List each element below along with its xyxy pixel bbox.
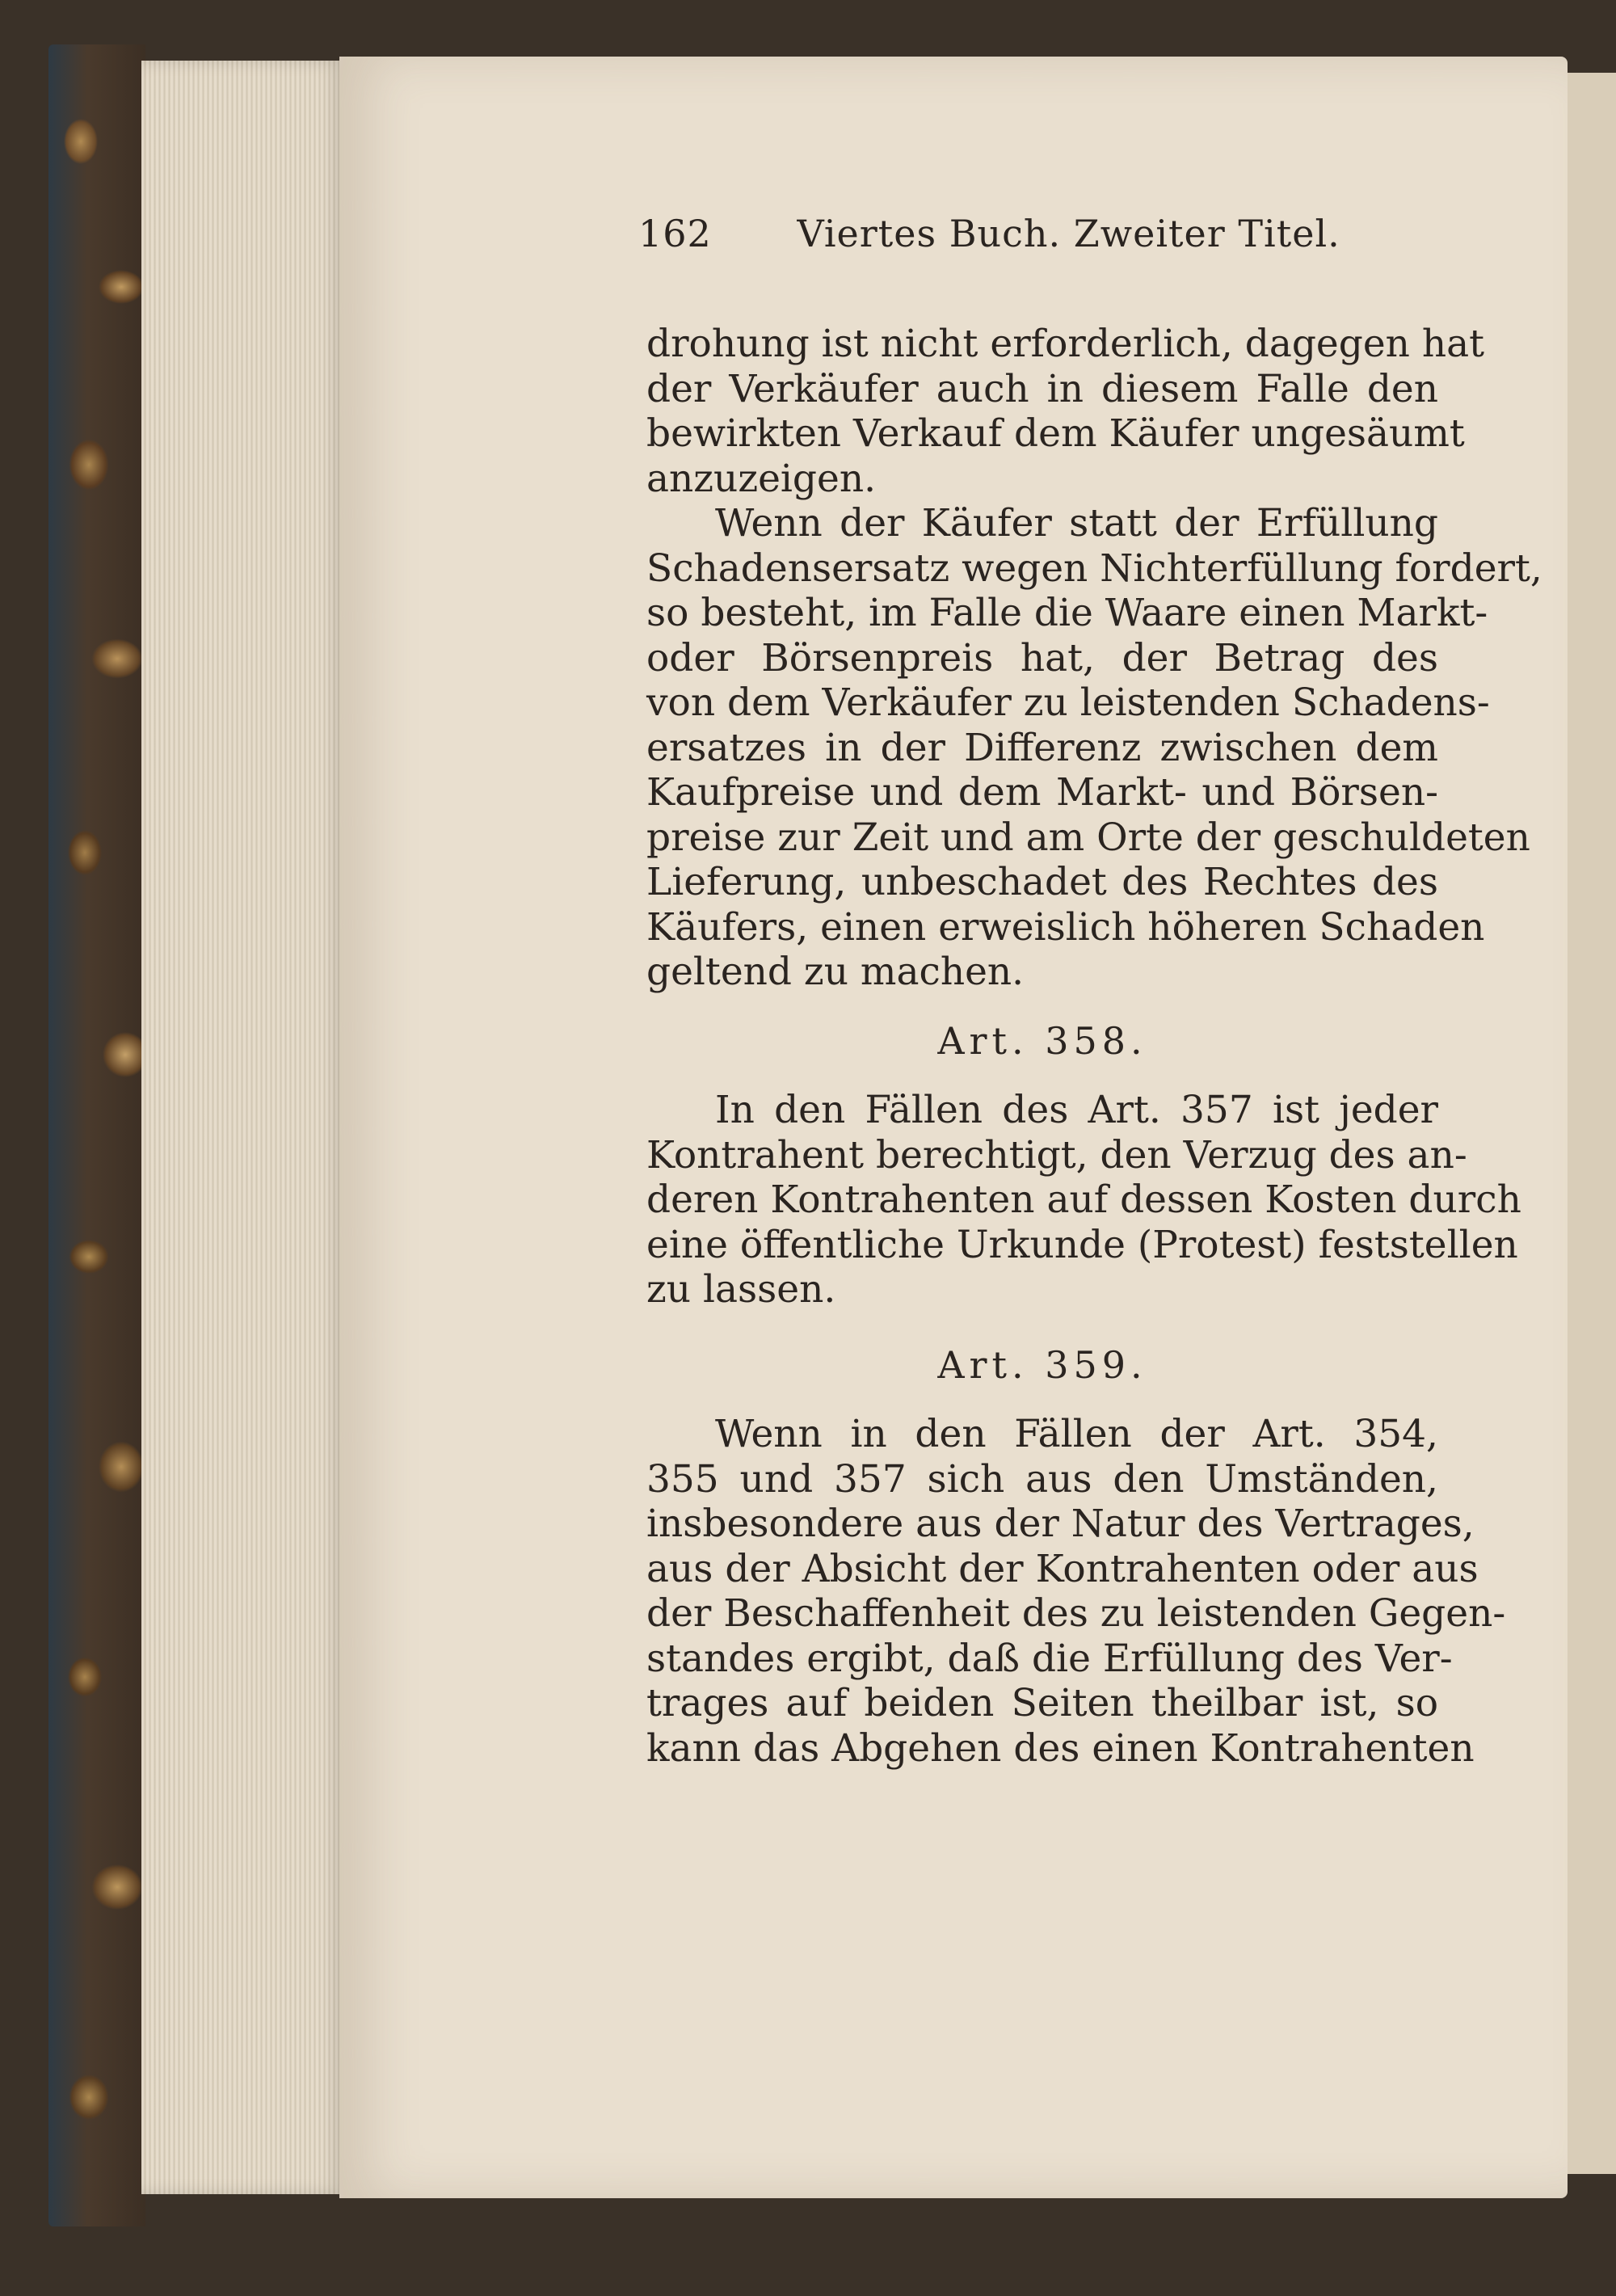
text-line: In den Fällen des Art. 357 ist jeder bbox=[715, 1088, 1438, 1132]
text-line: zu lassen. bbox=[646, 1267, 836, 1312]
text-line: der Verkäufer auch in diesem Falle den bbox=[646, 366, 1438, 411]
text-line: anzuzeigen. bbox=[646, 456, 877, 501]
text-line: standes ergibt, daß die Erfüllung des Ver- bbox=[646, 1636, 1453, 1681]
text-line: aus der Absicht der Kontrahenten oder aus bbox=[646, 1546, 1479, 1591]
text-line: der Beschaffenheit des zu leistenden Gegen- bbox=[646, 1591, 1506, 1636]
text-line: trages auf beiden Seiten theilbar ist, so bbox=[646, 1681, 1438, 1725]
text-line: preise zur Zeit und am Orte der geschuldeten bbox=[646, 815, 1530, 860]
page-edges bbox=[141, 61, 343, 2194]
text-line: Wenn der Käufer statt der Erfüllung bbox=[715, 501, 1438, 546]
text-line: so besteht, im Falle die Waare einen Markt- bbox=[646, 591, 1488, 635]
text-line: deren Kontrahenten auf dessen Kosten durch bbox=[646, 1177, 1521, 1222]
text-line: Lieferung, unbeschadet des Rechtes des bbox=[646, 860, 1438, 904]
facing-page-edge bbox=[1568, 73, 1616, 2174]
text-line: geltend zu machen. bbox=[646, 950, 1025, 994]
text-line: oder Börsenpreis hat, der Betrag des bbox=[646, 635, 1438, 680]
text-line: von dem Verkäufer zu leistenden Schadens- bbox=[646, 680, 1490, 725]
text-line: Schadensersatz wegen Nichterfüllung fordert, bbox=[646, 546, 1542, 591]
body-text bbox=[646, 322, 1542, 1771]
text-line: Käufers, einen erweislich höheren Schaden bbox=[646, 904, 1485, 950]
running-head bbox=[638, 212, 1340, 255]
text-line: Kaufpreise und dem Markt- und Börsen- bbox=[646, 770, 1438, 815]
article-heading-358: Art. 358. bbox=[937, 1018, 1147, 1063]
marbled-cover bbox=[48, 44, 145, 2226]
running-title: Viertes Buch. Zweiter Titel. bbox=[797, 212, 1340, 255]
text-line: Kontrahent berechtigt, den Verzug des an- bbox=[646, 1132, 1467, 1177]
text-line: bewirkten Verkauf dem Käufer ungesäumt bbox=[646, 411, 1465, 456]
article-heading-359: Art. 359. bbox=[937, 1342, 1147, 1387]
text-line: drohung ist nicht erforderlich, dagegen hat bbox=[646, 322, 1485, 366]
text-line: insbesondere aus der Natur des Vertrages, bbox=[646, 1502, 1475, 1546]
text-line: Wenn in den Fällen der Art. 354, bbox=[715, 1412, 1438, 1456]
text-line: 355 und 357 sich aus den Umständen, bbox=[646, 1456, 1438, 1502]
text-line: kann das Abgehen des einen Kontrahenten bbox=[646, 1725, 1475, 1771]
text-line: eine öffentliche Urkunde (Protest) feststellen bbox=[646, 1222, 1518, 1267]
text-line: ersatzes in der Differenz zwischen dem bbox=[646, 725, 1438, 770]
page-number: 162 bbox=[638, 212, 712, 255]
